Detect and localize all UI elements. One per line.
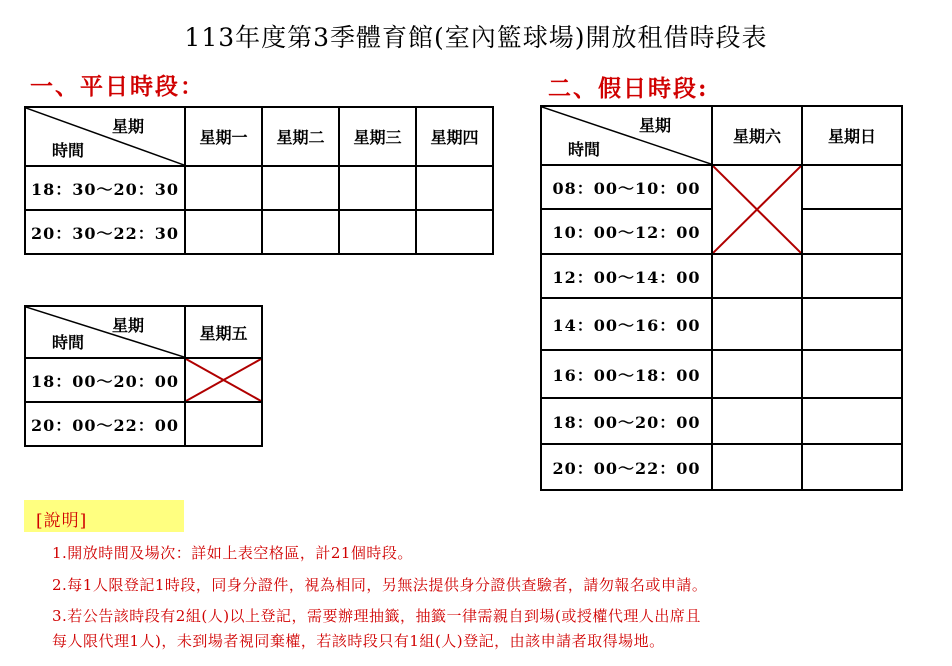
- time-slot-label: 20：00～22：00: [541, 444, 712, 490]
- slot-cell[interactable]: [802, 209, 902, 254]
- time-slot-label: 14：00～16：00: [541, 298, 712, 350]
- slot-cell[interactable]: [185, 166, 262, 210]
- time-slot-label: 20：00～22：00: [25, 402, 185, 446]
- weekend-section-heading: 二、假日時段:: [548, 75, 709, 102]
- day-header: 星期日: [802, 106, 902, 165]
- time-slot-label: 10：00～12：00: [541, 209, 712, 254]
- slot-cell[interactable]: [802, 254, 902, 298]
- time-slot-label: 16：00～18：00: [541, 350, 712, 398]
- diag-day-label: 星期: [638, 116, 671, 135]
- cross-mark-icon: [713, 166, 801, 253]
- slot-cell[interactable]: [185, 402, 262, 446]
- friday-schedule-table: [24, 305, 263, 447]
- time-slot-label: 18：00～20：00: [25, 358, 185, 402]
- time-slot-label: 18：00～20：00: [541, 398, 712, 444]
- day-header: 星期三: [339, 107, 416, 166]
- time-slot-label: 12：00～14：00: [541, 254, 712, 298]
- slot-cell[interactable]: [802, 398, 902, 444]
- diag-time-label: 時間: [52, 333, 85, 352]
- slot-cell[interactable]: [185, 210, 262, 254]
- note-item: 1.開放時間及場次：詳如上表空格區，計21個時段。: [52, 544, 413, 562]
- slot-cell[interactable]: [416, 166, 493, 210]
- day-header: 星期二: [262, 107, 339, 166]
- time-slot-label: 18：30～20：30: [25, 166, 185, 210]
- weekday-section-heading: 一、平日時段：: [30, 73, 205, 100]
- slot-cell[interactable]: [802, 298, 902, 350]
- unavailable-slot-cell: [185, 358, 262, 402]
- slot-cell[interactable]: [712, 350, 802, 398]
- weekend-schedule-table: [540, 105, 903, 491]
- time-slot-label: 20：30～22：30: [25, 210, 185, 254]
- slot-cell[interactable]: [339, 210, 416, 254]
- note-item: 每人限代理1人)，未到場者視同棄權，若該時段只有1組(人)登記，由該申請者取得場地。: [52, 632, 665, 650]
- notes-heading: [說明]: [36, 511, 88, 531]
- day-header: 星期六: [712, 106, 802, 165]
- diagonal-header-cell: [25, 107, 185, 166]
- slot-cell[interactable]: [802, 350, 902, 398]
- slot-cell[interactable]: [802, 444, 902, 490]
- slot-cell[interactable]: [712, 298, 802, 350]
- diag-time-label: 時間: [52, 141, 85, 160]
- note-item: 3.若公告該時段有2組(人)以上登記，需要辦理抽籤，抽籤一律需親自到場(或授權代理人出席且: [52, 607, 701, 625]
- diagonal-header-cell: [541, 106, 712, 165]
- slot-cell[interactable]: [712, 444, 802, 490]
- diagonal-line: [26, 307, 184, 357]
- slot-cell[interactable]: [712, 398, 802, 444]
- day-header: 星期一: [185, 107, 262, 166]
- unavailable-slot-cell: [712, 165, 802, 254]
- weekday-schedule-table: [24, 106, 494, 255]
- slot-cell[interactable]: [262, 210, 339, 254]
- diag-time-label: 時間: [568, 140, 601, 159]
- slot-cell[interactable]: [802, 165, 902, 209]
- diagonal-line: [26, 108, 184, 165]
- diag-day-label: 星期: [111, 117, 144, 136]
- diag-day-label: 星期: [111, 316, 144, 335]
- cross-mark-icon: [186, 359, 261, 401]
- page-title: 113年度第3季體育館(室內籃球場)開放租借時段表: [184, 23, 768, 52]
- slot-cell[interactable]: [712, 254, 802, 298]
- note-item: 2.每1人限登記1時段，同身分證件，視為相同，另無法提供身分證供查驗者，請勿報名或申請。: [52, 576, 708, 594]
- day-header: 星期四: [416, 107, 493, 166]
- slot-cell[interactable]: [339, 166, 416, 210]
- time-slot-label: 08：00～10：00: [541, 165, 712, 209]
- day-header: 星期五: [185, 306, 262, 358]
- diagonal-header-cell: [25, 306, 185, 358]
- slot-cell[interactable]: [416, 210, 493, 254]
- slot-cell[interactable]: [262, 166, 339, 210]
